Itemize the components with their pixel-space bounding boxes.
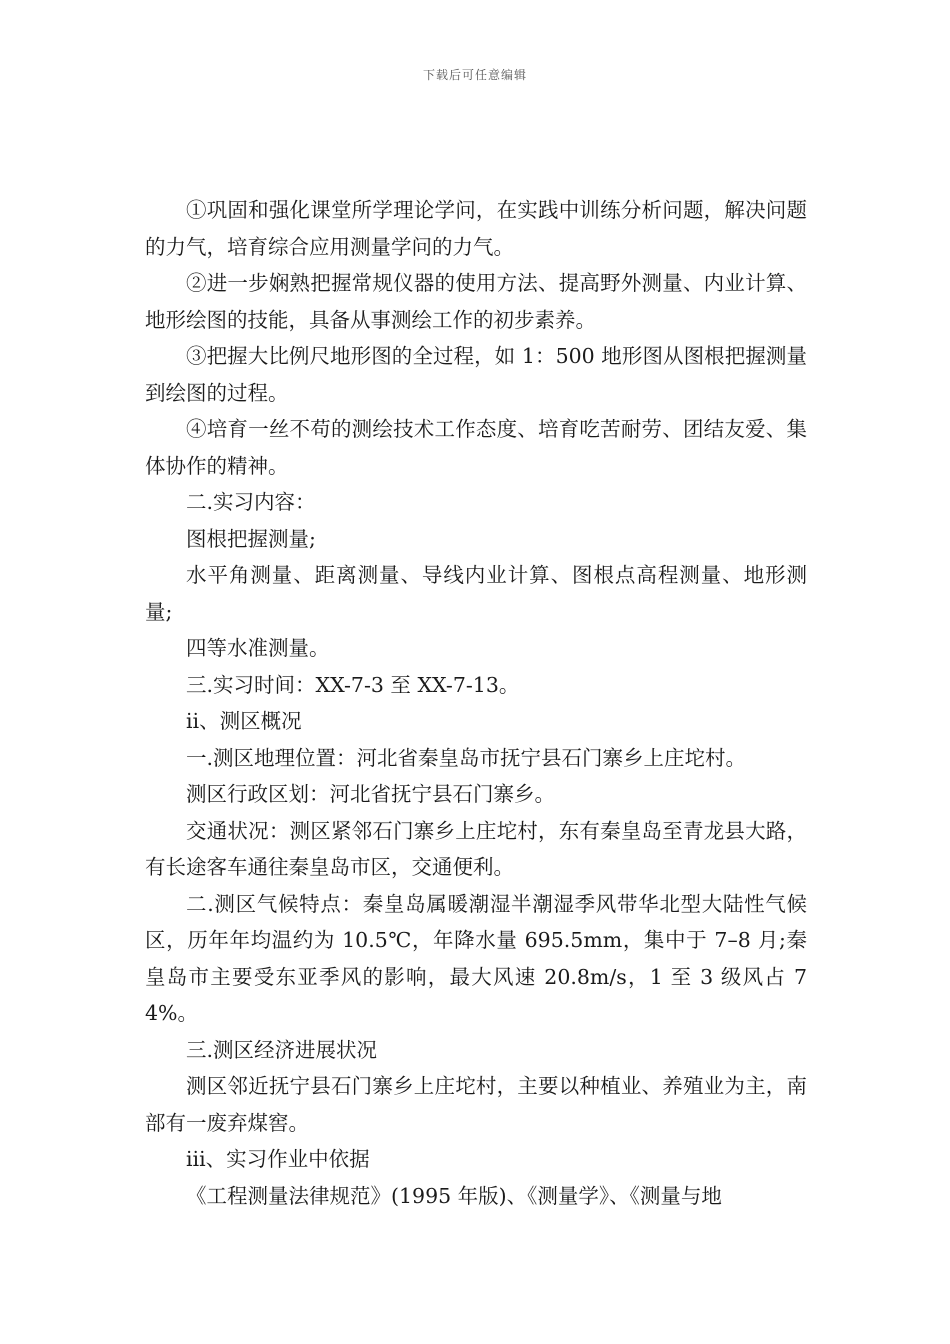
paragraph-objective-4: ④培育一丝不苟的测绘技术工作态度、培育吃苦耐劳、团结友爱、集体协作的精神。 [145, 417, 807, 478]
section-heading-time: 三.实习时间：XX-7-3 至 XX-7-13。 [186, 672, 520, 697]
paragraph-transport: 交通状况：测区紧邻石门寨乡上庄坨村，东有秦皇岛至青龙县大路，有长途客车通往秦皇岛市区，交通便利。 [145, 818, 807, 879]
paragraph-location: 一.测区地理位置：河北省秦皇岛市抚宁县石门寨乡上庄坨村。 [186, 745, 747, 770]
page-header-note: 下载后可任意编辑 [422, 68, 527, 82]
paragraph-basis: 《工程测量法律规范》(1995 年版)、《测量学》、《测量与地 [186, 1183, 722, 1208]
chapter-heading-basis: ⅲ、实习作业中依据 [186, 1147, 370, 1171]
paragraph-content-2: 水平角测量、距离测量、导线内业计算、图根点高程测量、地形测量; [145, 563, 807, 624]
section-heading-content: 二.实习内容： [186, 490, 316, 514]
section-heading-economy: 三.测区经济进展状况 [186, 1037, 378, 1062]
paragraph-objective-2: ②进一步娴熟把握常规仪器的使用方法、提高野外测量、内业计算、地形绘图的技能，具备从事测绘工作的初步素养。 [145, 271, 807, 332]
paragraph-objective-1: ①巩固和强化课堂所学理论学问，在实践中训练分析问题，解决问题的力气，培育综合应用测量学问的力气。 [145, 198, 807, 259]
paragraph-objective-3: ③把握大比例尺地形图的全过程，如 1：500 地形图从图根把握测量到绘图的过程。 [145, 344, 807, 405]
paragraph-content-3: 四等水准测量。 [186, 636, 330, 660]
paragraph-economy: 测区邻近抚宁县石门寨乡上庄坨村，主要以种植业、养殖业为主，南部有一废弃煤窖。 [145, 1074, 807, 1135]
document-body [145, 192, 807, 1214]
chapter-heading-survey-area: ⅱ、测区概况 [186, 709, 302, 733]
paragraph-content-1: 图根把握测量; [186, 526, 316, 551]
paragraph-admin-division: 测区行政区划：河北省抚宁县石门寨乡。 [186, 782, 555, 806]
paragraph-climate: 二.测区气候特点：秦皇岛属暖潮湿半潮湿季风带华北型大陆性气候区，历年年均温约为 10.5℃，年降水量 695.5mm，集中于 7–8 月;秦皇岛市主要受东亚季风的影响，最大风速 20.8m/s，1 至 3 级风占 74%。 [145, 891, 807, 1025]
